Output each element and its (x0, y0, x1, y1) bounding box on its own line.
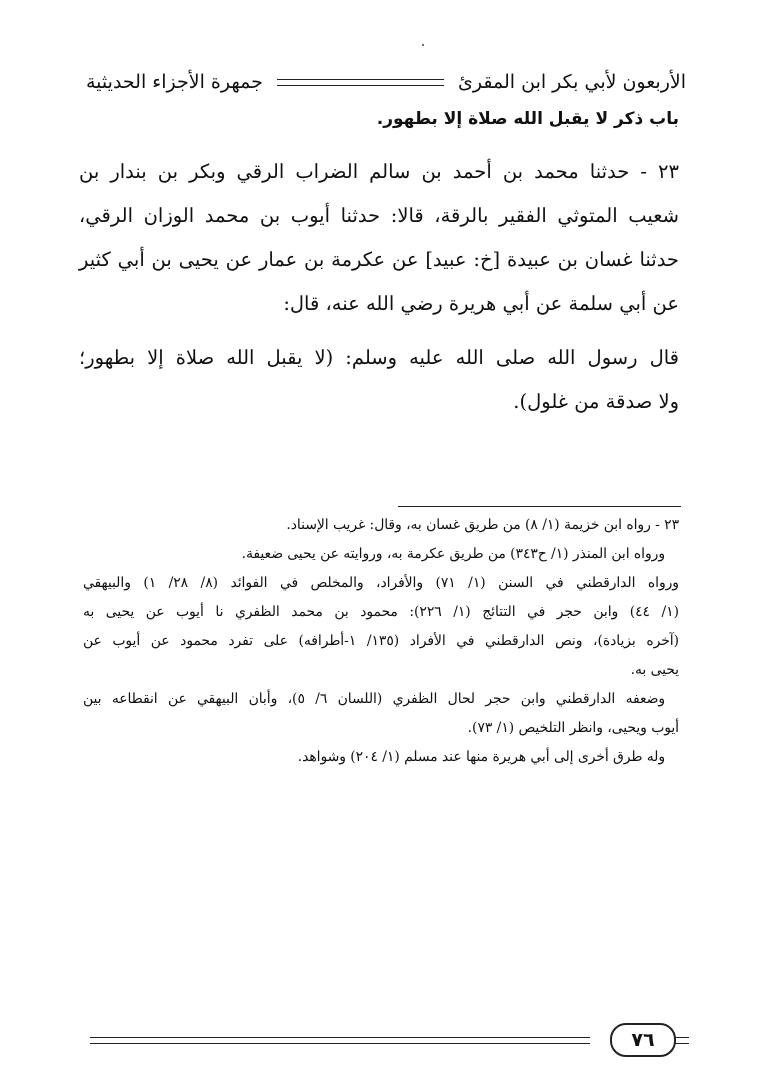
footnote-line: ٢٣ - رواه ابن خزيمة (١/ ٨) من طريق غسان به، وقال: غريب الإسناد. (286, 517, 679, 533)
hadith-text (79, 150, 679, 424)
footnote-line: يحيى به. (630, 662, 679, 678)
text-line: ٢٣ - حدثنا محمد بن أحمد بن سالم الضراب الرقي وبكر بن بندار بن (79, 160, 679, 183)
footnote-line: ورواه ابن المنذر (١/ ح٣٤٣) من طريق عكرمة به، وروايته عن يحيى ضعيفة. (241, 546, 665, 562)
text-line: عن أبي سلمة عن أبي هريرة رضي الله عنه، قال: (283, 292, 679, 315)
page-footer (90, 1023, 690, 1057)
footnote-line: (١/ ٤٤) وابن حجر في التتائج (١/ ٢٢٦): محمود بن محمد الظفري نا أيوب عن يحيى به (83, 604, 679, 620)
text-line: حدثنا غسان بن عبيدة [خ: عبيد] عن عكرمة بن عمار عن يحيى بن أبي كثير (79, 248, 679, 271)
running-header (86, 60, 686, 104)
footnotes (83, 511, 679, 772)
footer-rule-end (675, 1037, 689, 1044)
page-mark (422, 44, 424, 46)
footnote-rule (398, 506, 681, 507)
text-line: قال رسول الله صلى الله عليه وسلم: (لا يقبل الله صلاة إلا بطهور؛ (79, 346, 679, 369)
footnote-line: وضعفه الدارقطني وابن حجر لحال الظفري (اللسان ٦/ ٥)، وأبان البيهقي عن انقطاعه بين (83, 691, 665, 707)
page-number: ٧٦ (610, 1023, 676, 1057)
footnote-line: أيوب ويحيى، وانظر التلخيص (١/ ٧٣). (467, 720, 679, 736)
chapter-heading: باب ذكر لا يقبل الله صلاة إلا بطهور. (376, 109, 679, 129)
series-title: جمهرة الأجزاء الحديثية (86, 71, 263, 93)
text-line: شعيب المتوثي الفقير بالرقة، قالا: حدثنا أيوب بن محمد الوزان الرقي، (79, 204, 679, 227)
header-rule (277, 79, 444, 86)
text-line: ولا صدقة من غلول). (513, 390, 679, 413)
book-title: الأربعون لأبي بكر ابن المقرئ (458, 71, 686, 93)
footnote-line: ورواه الدارقطني في السنن (١/ ٧١) والأفراد، والمخلص في الفوائد (٨/ ٢٨/ ١) والبيهقي (83, 575, 679, 591)
footer-rule (90, 1037, 590, 1044)
footnote-line: (آخره بزيادة)، ونص الدارقطني في الأفراد (١٣٥/ ١-أطرافه) على تفرد محمود عن أيوب عن (83, 633, 679, 649)
footnote-line: وله طرق أخرى إلى أبي هريرة منها عند مسلم (١/ ٢٠٤) وشواهد. (297, 749, 665, 765)
